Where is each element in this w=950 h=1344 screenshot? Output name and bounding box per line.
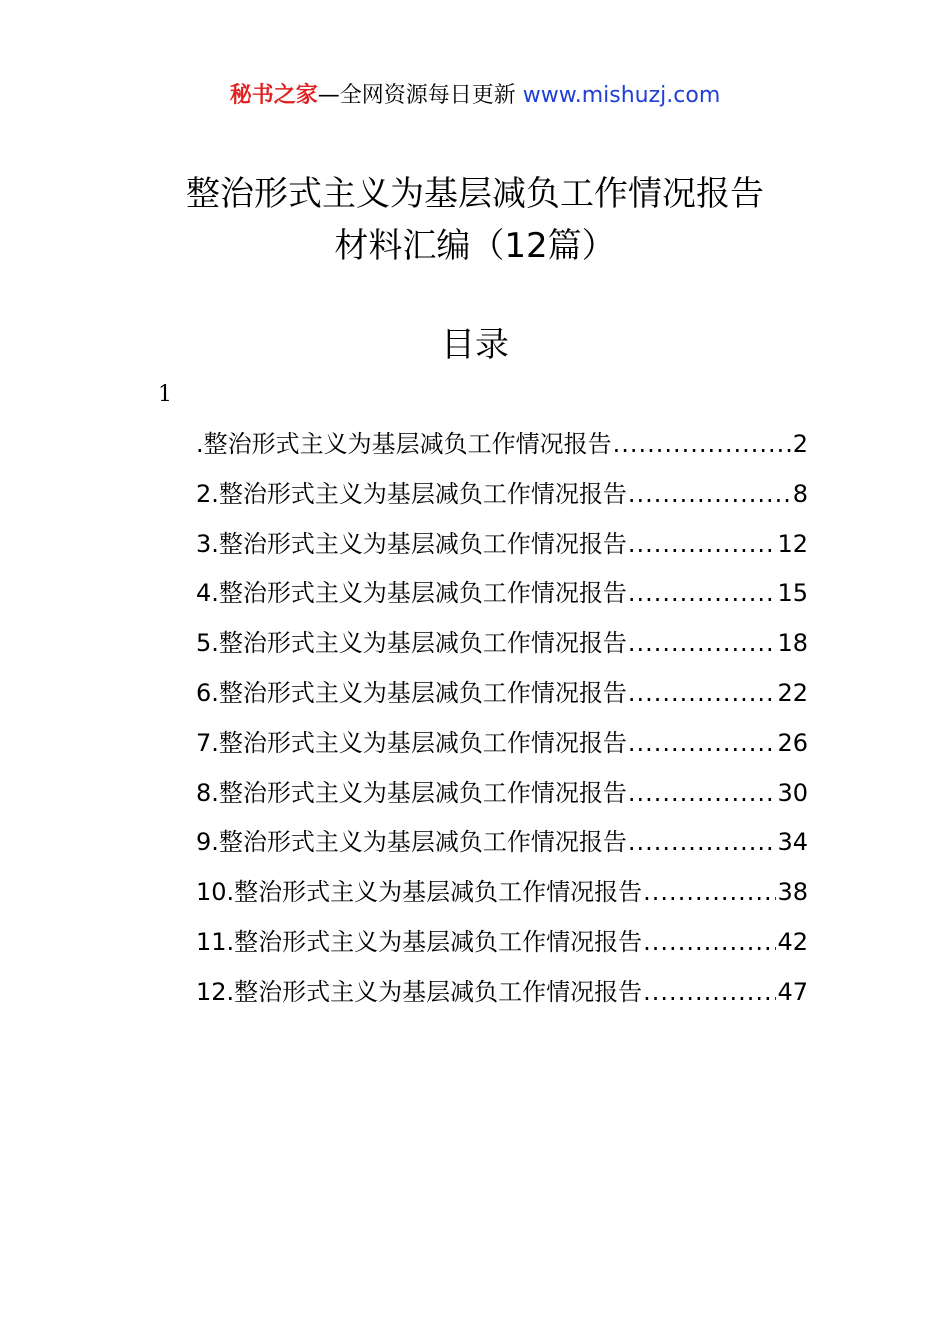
toc-dot-leader (643, 870, 776, 914)
toc-entry-page-number: 38 (777, 878, 808, 907)
table-of-contents (196, 422, 808, 1020)
toc-dot-leader (628, 522, 777, 566)
site-header (0, 80, 950, 112)
toc-entry-page-number: 15 (777, 579, 808, 608)
toc-entry-label: 10.整治形式主义为基层减负工作情况报告 (196, 878, 643, 907)
toc-entry-page-number: 30 (777, 778, 808, 807)
toc-entry-label: 12.整治形式主义为基层减负工作情况报告 (196, 977, 643, 1006)
toc-entry-label: 6.整治形式主义为基层减负工作情况报告 (196, 678, 627, 707)
toc-entry[interactable] (196, 721, 808, 771)
toc-entry[interactable] (196, 771, 808, 821)
toc-entry-page-number: 26 (777, 728, 808, 757)
toc-dot-leader (628, 771, 777, 815)
site-url-link[interactable]: www.mishuzj.com (522, 83, 721, 108)
toc-dot-leader (628, 721, 777, 765)
toc-dot-leader (628, 472, 792, 516)
toc-entry-page-number: 34 (777, 828, 808, 857)
toc-entry-label: 4.整治形式主义为基层减负工作情况报告 (196, 579, 627, 608)
toc-entry-page-number: 2 (792, 430, 808, 458)
toc-heading: 目录 (441, 325, 509, 365)
brand-name: 秘书之家 (229, 83, 318, 108)
toc-dot-leader (628, 621, 777, 665)
toc-entry-label: .整治形式主义为基层减负工作情况报告 (196, 430, 612, 458)
document-title-line-1: 整治形式主义为基层减负工作情况报告 (186, 174, 764, 214)
toc-entry[interactable] (196, 422, 808, 472)
toc-entry-label: 9.整治形式主义为基层减负工作情况报告 (196, 828, 627, 857)
stray-number: 1 (158, 382, 172, 407)
toc-entry-page-number: 42 (777, 927, 808, 956)
toc-entry[interactable] (196, 472, 808, 522)
toc-entry-label: 5.整治形式主义为基层减负工作情况报告 (196, 629, 627, 658)
document-title-line-2: 材料汇编（12篇） (334, 226, 616, 266)
toc-entry[interactable] (196, 671, 808, 721)
toc-entry[interactable] (196, 522, 808, 572)
toc-entry[interactable] (196, 621, 808, 671)
toc-entry[interactable] (196, 820, 808, 870)
toc-entry[interactable] (196, 970, 808, 1020)
toc-entry-label: 7.整治形式主义为基层减负工作情况报告 (196, 728, 627, 757)
toc-entry-label: 11.整治形式主义为基层减负工作情况报告 (196, 927, 643, 956)
toc-entry-page-number: 47 (777, 977, 808, 1006)
toc-entry-page-number: 22 (777, 678, 808, 707)
toc-dot-leader (628, 820, 777, 864)
toc-entry[interactable] (196, 571, 808, 621)
toc-dot-leader (628, 671, 777, 715)
header-slogan: —全网资源每日更新 (317, 83, 523, 108)
toc-entry-page-number: 12 (777, 529, 808, 558)
toc-entry-page-number: 8 (792, 479, 808, 508)
toc-entry[interactable] (196, 920, 808, 970)
toc-entry-label: 2.整治形式主义为基层减负工作情况报告 (196, 479, 627, 508)
toc-entry-page-number: 18 (777, 629, 808, 658)
toc-dot-leader (643, 920, 776, 964)
toc-entry-label: 8.整治形式主义为基层减负工作情况报告 (196, 778, 627, 807)
toc-dot-leader (613, 422, 792, 466)
toc-dot-leader (628, 571, 777, 615)
toc-dot-leader (643, 970, 776, 1014)
toc-entry[interactable] (196, 870, 808, 920)
toc-entry-label: 3.整治形式主义为基层减负工作情况报告 (196, 529, 627, 558)
